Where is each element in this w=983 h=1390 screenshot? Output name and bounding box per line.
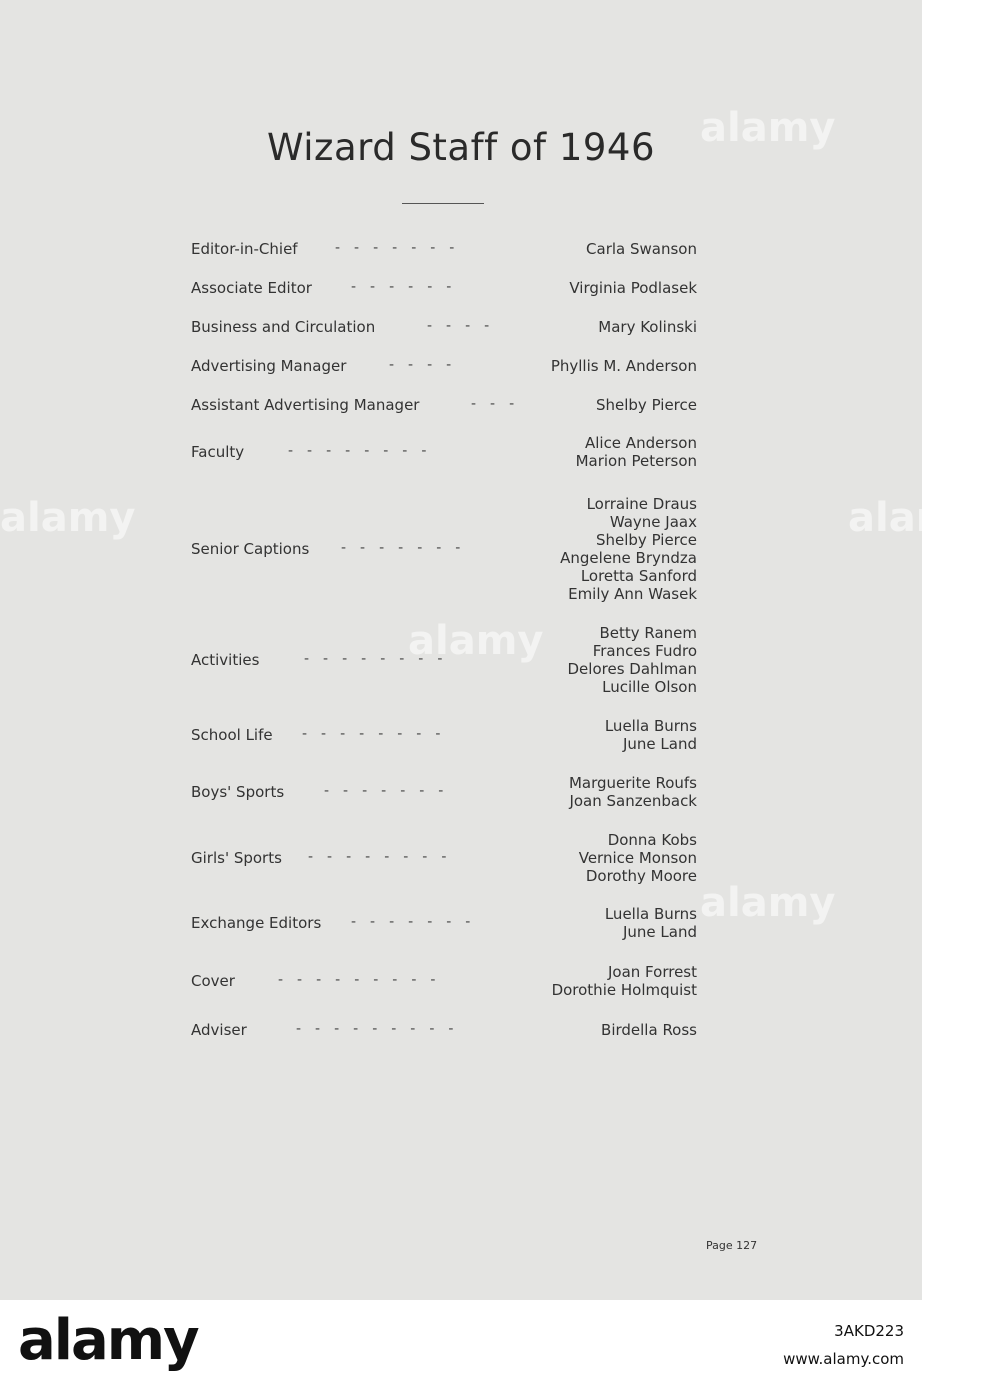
staff-name: Shelby Pierce: [595, 396, 697, 414]
watermark-logo: alamy: [0, 495, 136, 541]
staff-names: [551, 357, 697, 375]
staff-row: [191, 963, 697, 999]
staff-names: [605, 905, 697, 941]
staff-row: [191, 396, 697, 414]
staff-name: Dorothie Holmquist: [551, 981, 697, 999]
leader-dashes: ---------: [296, 1021, 468, 1037]
staff-role: Assistant Advertising Manager: [191, 396, 420, 414]
staff-name: Lucille Olson: [602, 678, 697, 696]
leader-dashes: -------: [324, 783, 458, 799]
staff-role: Boys' Sports: [191, 783, 285, 801]
staff-row: [191, 905, 697, 941]
leader-dashes: ----: [427, 318, 504, 334]
staff-row: [191, 1021, 697, 1039]
leader-dashes: -------: [335, 240, 469, 256]
staff-name: Delores Dahlman: [567, 660, 697, 678]
staff-name: Marion Peterson: [575, 452, 697, 470]
staff-names: [596, 396, 697, 414]
staff-name: June Land: [622, 735, 697, 753]
staff-name: Phyllis M. Anderson: [550, 357, 697, 375]
staff-role: Advertising Manager: [191, 357, 347, 375]
staff-names: [569, 774, 697, 810]
leader-dashes: -------: [341, 540, 475, 556]
staff-name: Joan Forrest: [607, 963, 697, 981]
staff-role: Associate Editor: [191, 279, 312, 297]
title-divider: [402, 203, 484, 204]
leader-dashes: --------: [288, 443, 441, 459]
watermark-logo: alamy: [848, 495, 983, 541]
leader-dashes: ---------: [278, 972, 450, 988]
staff-name: Joan Sanzenback: [569, 792, 697, 810]
staff-names: [569, 279, 697, 297]
staff-role: Business and Circulation: [191, 318, 376, 336]
staff-name: Virginia Podlasek: [569, 279, 697, 297]
staff-role: Adviser: [191, 1021, 247, 1039]
staff-name: Mary Kolinski: [598, 318, 697, 336]
staff-name: Angelene Bryndza: [560, 549, 697, 567]
staff-name: Emily Ann Wasek: [568, 585, 697, 603]
staff-names: [579, 831, 697, 885]
staff-names: [598, 318, 697, 336]
watermark-logo: alamy: [700, 105, 836, 151]
staff-name: Lorraine Draus: [586, 495, 697, 513]
watermark-logo: alamy: [408, 618, 544, 664]
staff-role: Girls' Sports: [191, 849, 282, 867]
page-number: Page 127: [706, 1239, 758, 1252]
page-title: Wizard Staff of 1946: [266, 126, 656, 169]
staff-row: [191, 279, 697, 297]
staff-row: [191, 495, 697, 603]
leader-dashes: ---: [471, 396, 529, 412]
staff-name: Luella Burns: [604, 905, 697, 923]
staff-row: [191, 624, 697, 696]
staff-role: Editor-in-Chief: [191, 240, 298, 258]
staff-name: Frances Fudro: [592, 642, 697, 660]
staff-role: Faculty: [191, 443, 245, 461]
staff-name: Loretta Sanford: [580, 567, 697, 585]
staff-name: Alice Anderson: [584, 434, 697, 452]
staff-names: [601, 1021, 697, 1039]
leader-dashes: --------: [304, 651, 457, 667]
footer-url: www.alamy.com: [783, 1350, 904, 1368]
staff-names: [552, 963, 697, 999]
staff-names: [568, 624, 698, 696]
staff-names: [576, 434, 697, 470]
staff-name: June Land: [622, 923, 697, 941]
staff-name: Birdella Ross: [601, 1021, 697, 1039]
leader-dashes: -------: [351, 914, 485, 930]
image-id: 3AKD223: [834, 1322, 904, 1340]
staff-name: Carla Swanson: [586, 240, 697, 258]
staff-name: Shelby Pierce: [595, 531, 697, 549]
staff-name: Wayne Jaax: [609, 513, 697, 531]
staff-names: [560, 495, 697, 603]
leader-dashes: --------: [302, 726, 455, 742]
leader-dashes: --------: [308, 849, 461, 865]
staff-role: Senior Captions: [191, 540, 310, 558]
staff-name: Luella Burns: [604, 717, 697, 735]
staff-role: Cover: [191, 972, 235, 990]
staff-role: Activities: [191, 651, 260, 669]
leader-dashes: ------: [351, 279, 466, 295]
staff-row: [191, 357, 697, 375]
watermark-logo: alamy: [700, 880, 836, 926]
staff-row: [191, 774, 697, 810]
staff-name: Betty Ranem: [599, 624, 697, 642]
staff-name: Donna Kobs: [607, 831, 697, 849]
staff-row: [191, 717, 697, 753]
staff-names: [586, 240, 697, 258]
staff-row: [191, 318, 697, 336]
staff-names: [605, 717, 697, 753]
staff-role: Exchange Editors: [191, 914, 322, 932]
staff-name: Marguerite Roufs: [568, 774, 697, 792]
alamy-logo: alamy: [18, 1308, 198, 1373]
staff-name: Dorothy Moore: [585, 867, 697, 885]
staff-row: [191, 831, 697, 885]
staff-role: School Life: [191, 726, 273, 744]
leader-dashes: ----: [389, 357, 466, 373]
staff-name: Vernice Monson: [578, 849, 697, 867]
staff-row: [191, 434, 697, 470]
staff-row: [191, 240, 697, 258]
